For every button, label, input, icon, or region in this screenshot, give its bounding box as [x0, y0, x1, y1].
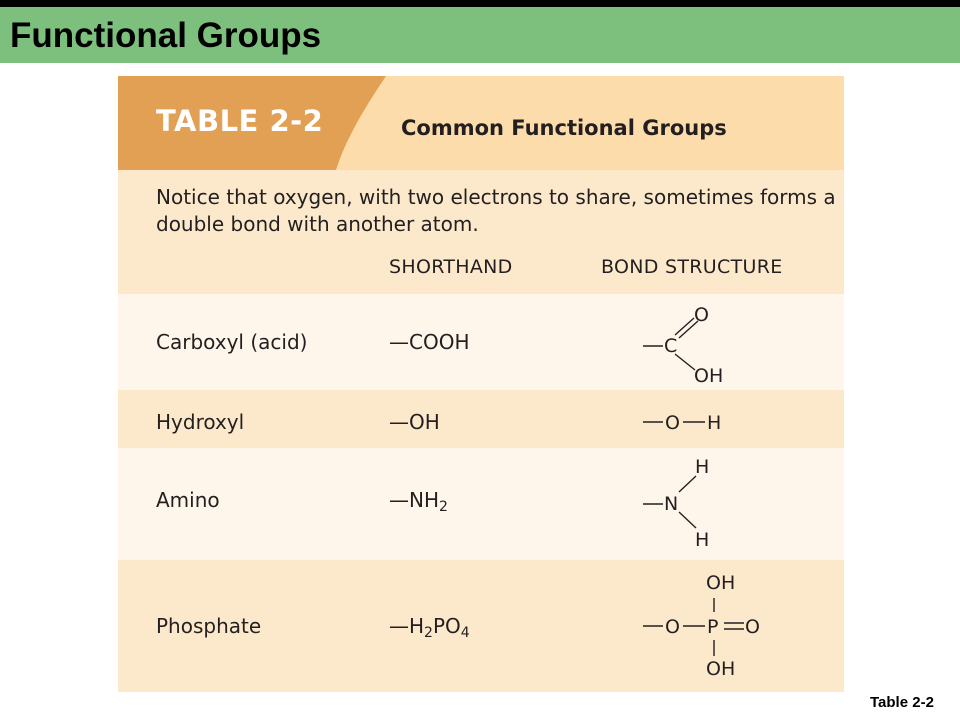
group-name: Carboxyl (acid) [156, 330, 308, 354]
oxygen-atom: O [745, 616, 760, 638]
top-border [0, 0, 960, 7]
hydrogen-atom: H [695, 529, 710, 551]
slide-title: Functional Groups [10, 16, 322, 55]
table-row-phosphate [118, 564, 844, 692]
oxygen-atom: O [665, 412, 680, 434]
hydrogen-atom: H [695, 456, 710, 478]
group-shorthand: —OH [389, 410, 440, 434]
figure-reference: Table 2-2 [870, 694, 934, 711]
title-band [0, 7, 960, 63]
column-header-shorthand: SHORTHAND [389, 256, 513, 278]
hydroxyl-group: OH [706, 572, 736, 594]
phosphorus-atom: P [707, 616, 719, 638]
carbon-atom: C [664, 335, 678, 357]
table-number: TABLE 2-2 [156, 104, 324, 138]
table-row-amino [118, 448, 844, 560]
group-shorthand: $—H_2PO_4$ [389, 614, 470, 641]
column-header-bond-structure: BOND STRUCTURE [601, 256, 783, 278]
hydrogen-atom: H [707, 412, 722, 434]
hydroxyl-group: OH [706, 658, 736, 680]
table-header [118, 76, 844, 170]
carboxyl-structure-diagram [118, 294, 844, 390]
group-name: Phosphate [156, 614, 262, 638]
nitrogen-atom: N [664, 493, 679, 515]
oxygen-atom: O [665, 616, 680, 638]
group-shorthand: —COOH [389, 330, 470, 354]
group-name: Hydroxyl [156, 410, 245, 434]
table-figure [118, 76, 844, 692]
oxygen-atom: O [694, 304, 709, 326]
group-name: Amino [156, 488, 220, 512]
group-shorthand: $—NH_2$ [389, 488, 448, 515]
table-row-hydroxyl [118, 396, 844, 448]
phosphate-structure-diagram [118, 564, 844, 692]
hydroxyl-structure-diagram [118, 396, 844, 448]
table-note: Notice that oxygen, with two electrons to share, sometimes forms a double bond with another atom. [156, 185, 836, 236]
table-caption: Common Functional Groups [401, 116, 727, 140]
table-row-carboxyl [118, 294, 844, 390]
amino-structure-diagram [118, 448, 844, 560]
hydroxyl-group: OH [694, 365, 724, 387]
